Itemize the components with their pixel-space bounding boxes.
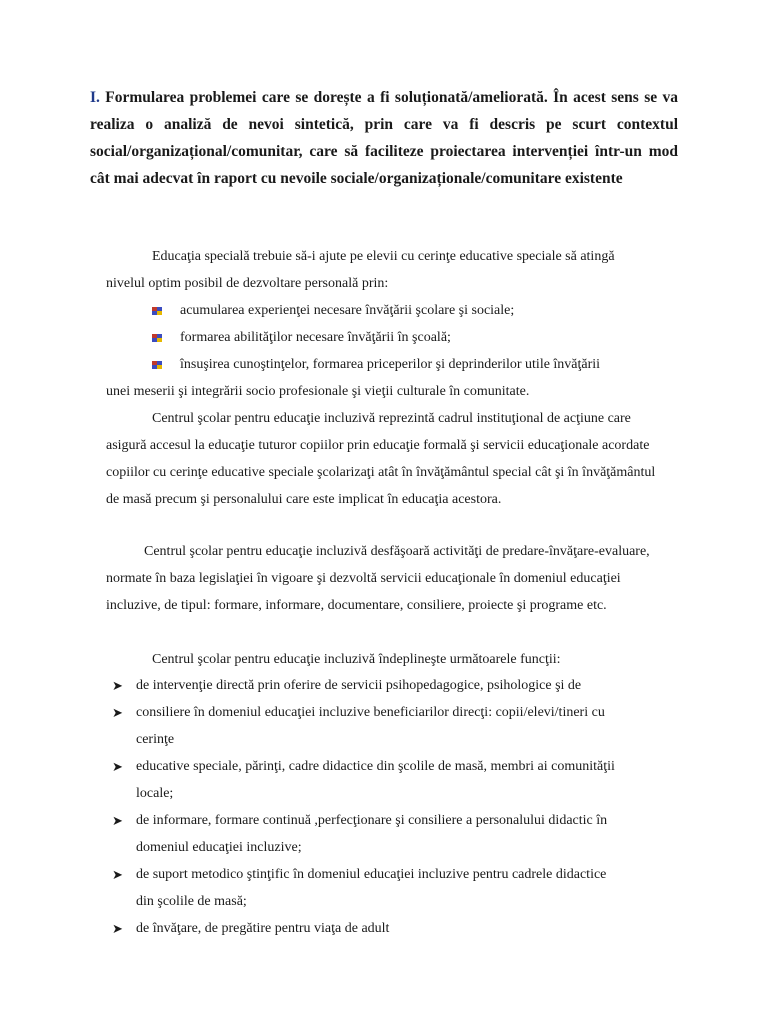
list-item-line: de învăţare, de pregătire pentru viaţa de adult: [136, 921, 390, 936]
list-item: [112, 915, 672, 942]
list-item-line: de intervenţie directă prin oferire de servicii psihopedagogice, psihologice şi de: [136, 678, 582, 693]
list-item-line: de suport metodico ştinţific în domeniul educaţiei incluzive pentru cadrele didactice: [136, 867, 607, 882]
list-item-line: domeniul educaţiei incluzive;: [136, 840, 302, 855]
list-item: [112, 861, 672, 915]
paragraph-2: Centrul şcolar pentru educaţie incluzivă desfăşoară activităţi de predare-învăţare-evaluare, normate în baza legislaţiei în vigoare şi dezvoltă servicii educaţionale în domeniul educaţiei incluzive, de tipul: formare, informare, documentare, consiliere, proiecte şi programe etc.: [106, 544, 650, 613]
square-bullet-list: [150, 297, 670, 378]
arrow-bullet-list: [112, 672, 672, 942]
list-item-line: consiliere în domeniul educaţiei incluzive beneficiarilor direcţi: copii/elevi/tineri cu: [136, 705, 605, 720]
list-item-line: educative speciale, părinţi, cadre didactice din şcolile de masă, membri ai comunităţii: [136, 759, 615, 774]
intro-line-1: Educaţia specială trebuie să-i ajute pe elevii cu cerinţe educative speciale să atingă: [152, 249, 615, 264]
arrow-bullet-icon: ➤: [112, 705, 123, 720]
list-item-text: formarea abilităţilor necesare învăţării în şcoală;: [180, 330, 451, 345]
list-item-line: de informare, formare continuă ,perfecţionare şi consiliere a personalului didactic în: [136, 813, 608, 828]
arrow-bullet-icon: ➤: [112, 867, 123, 882]
paragraph-1: Centrul şcolar pentru educaţie incluzivă reprezintă cadrul instituţional de acţiune care asigură accesul la educaţie tuturor copiilor prin educaţie formală şi servicii educaţionale acordate copiilor cu cerinţe educative speciale şcolarizaţi atât în învăţământul special cât şi în învăţământul de masă precum şi personalului care este implicat în educaţia acestora.: [106, 411, 656, 507]
colored-square-bullet-icon: [152, 307, 162, 315]
list-item: [112, 699, 672, 753]
list-item: [112, 753, 672, 807]
list-item-line: locale;: [136, 786, 174, 801]
list-item-line: din şcolile de masă;: [136, 894, 247, 909]
list-item: [112, 672, 672, 699]
list-item-line: cerinţe: [136, 732, 175, 747]
section-number: I.: [90, 89, 100, 106]
list-item-text: acumularea experienţei necesare învăţării şcolare şi sociale;: [180, 303, 515, 318]
intro-line-2: nivelul optim posibil de dezvoltare personală prin:: [106, 276, 389, 291]
arrow-bullet-icon: ➤: [112, 813, 123, 828]
section-heading-text: Formularea problemei care se dorește a fi soluționată/ameliorată. În acest sens se va realiza o analiză de nevoi sintetică, prin care va fi descris pe scurt contextul social/organizațional/comunitar, care să faciliteze proiectarea intervenției într-un mod cât mai adecvat în raport cu nevoile sociale/organizaționale/comunitare existente: [90, 89, 678, 187]
list-item: [150, 351, 670, 378]
list-continuation: unei meserii şi integrării socio profesionale şi vieţii culturale în comunitate.: [106, 384, 530, 399]
section-heading: [90, 84, 678, 192]
list-item: [150, 324, 670, 351]
colored-square-bullet-icon: [152, 334, 162, 342]
arrow-bullet-icon: ➤: [112, 921, 123, 936]
arrow-bullet-icon: ➤: [112, 678, 123, 693]
colored-square-bullet-icon: [152, 361, 162, 369]
list-item-text: însuşirea cunoştinţelor, formarea priceperilor şi deprinderilor utile învăţării: [180, 357, 601, 372]
intro-paragraph: [106, 243, 666, 297]
functions-intro: Centrul şcolar pentru educaţie incluzivă îndeplineşte următoarele funcţii:: [152, 652, 561, 667]
arrow-bullet-icon: ➤: [112, 759, 123, 774]
list-item: [150, 297, 670, 324]
list-item: [112, 807, 672, 861]
